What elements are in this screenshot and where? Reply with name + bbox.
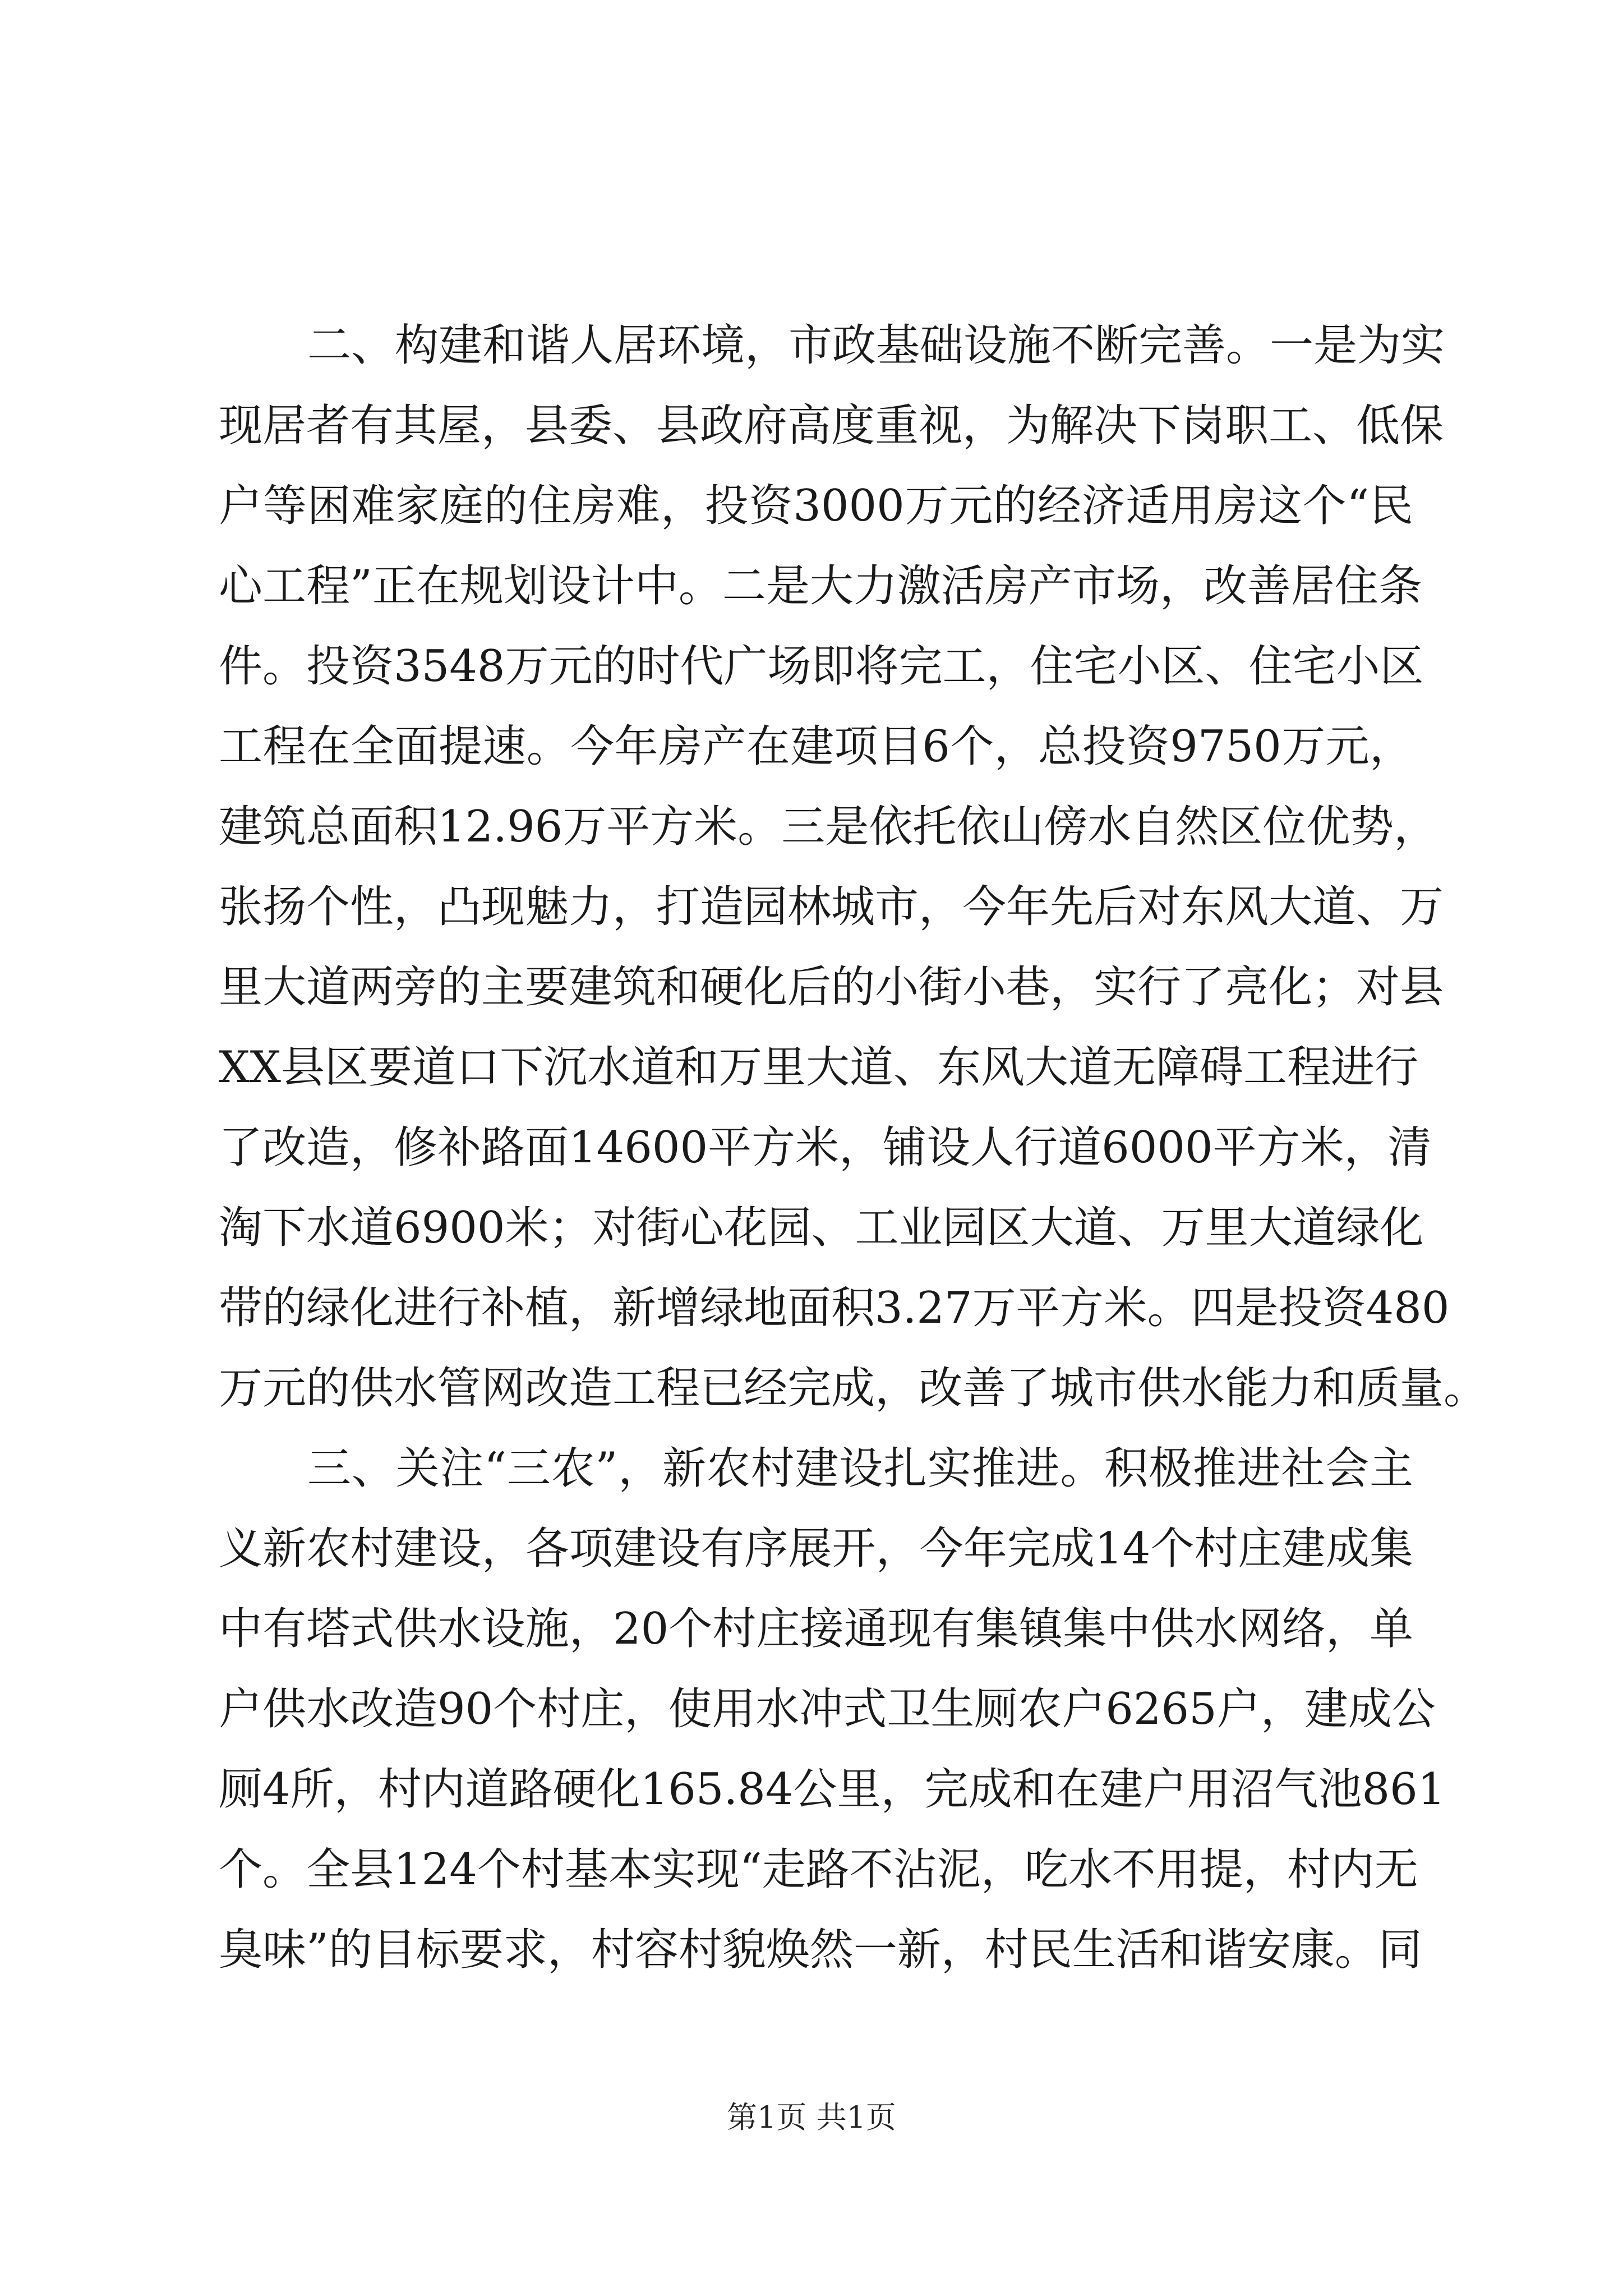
text-line: 张扬个性，凸现魅力，打造园林城市，今年先后对东风大道、万 [219, 882, 1444, 932]
text-line: 工程在全面提速。今年房产在建项目6个，总投资9750万元， [219, 721, 1413, 772]
paragraph-housing [219, 306, 1488, 1429]
paragraph-rural [219, 1429, 1446, 1990]
text-line: 户供水改造90个村庄，使用水冲式卫生厕农户6265户，建成公 [219, 1684, 1436, 1734]
text-line: 了改造，修补路面14600平方米，铺设人行道6000平方米，清 [219, 1122, 1432, 1173]
text-line: XX县区要道口下沉水道和万里大道、东风大道无障碍工程进行 [219, 1042, 1419, 1093]
text-line: 臭味”的目标要求，村容村貌焕然一新，村民生活和谐安康。同 [219, 1925, 1422, 1975]
text-line: 淘下水道6900米；对街心花园、工业园区大道、万里大道绿化 [219, 1203, 1424, 1253]
text-line: 厕4所，村内道路硬化165.84公里，完成和在建户用沼气池861 [219, 1764, 1446, 1815]
page-footer [0, 2098, 1623, 2137]
text-line: 带的绿化进行补植，新增绿地面积3.27万平方米。四是投资480 [219, 1283, 1450, 1333]
page-number-label: 第1页 共1页 [727, 2100, 896, 2135]
text-line: 二、构建和谐人居环境，市政基础设施不断完善。一是为实 [307, 320, 1445, 371]
text-line: 中有塔式供水设施，20个村庄接通现有集镇集中供水网络，单 [219, 1604, 1413, 1654]
text-line: 义新农村建设，各项建设有序展开，今年完成14个村庄建成集 [219, 1524, 1413, 1574]
text-line: 三、关注“三农”，新农村建设扎实推进。积极推进社会主 [307, 1443, 1413, 1494]
text-line: 万元的供水管网改造工程已经完成，改善了城市供水能力和质量。 [219, 1363, 1488, 1414]
document-body [219, 306, 1488, 1990]
text-line: 个。全县124个村基本实现“走路不沾泥，吃水不用提，村内无 [219, 1844, 1418, 1895]
text-line: 户等困难家庭的住房难，投资3000万元的经济适用房这个“民 [219, 481, 1413, 531]
text-line: 现居者有其屋，县委、县政府高度重视，为解决下岗职工、低保 [219, 401, 1444, 451]
text-line: 件。投资3548万元的时代广场即将完工，住宅小区、住宅小区 [219, 641, 1424, 692]
text-line: 里大道两旁的主要建筑和硬化后的小街小巷，实行了亮化；对县 [219, 962, 1444, 1013]
text-line: 心工程”正在规划设计中。二是大力激活房产市场，改善居住条 [219, 561, 1422, 611]
text-line: 建筑总面积12.96万平方米。三是依托依山傍水自然区位优势， [219, 802, 1438, 852]
